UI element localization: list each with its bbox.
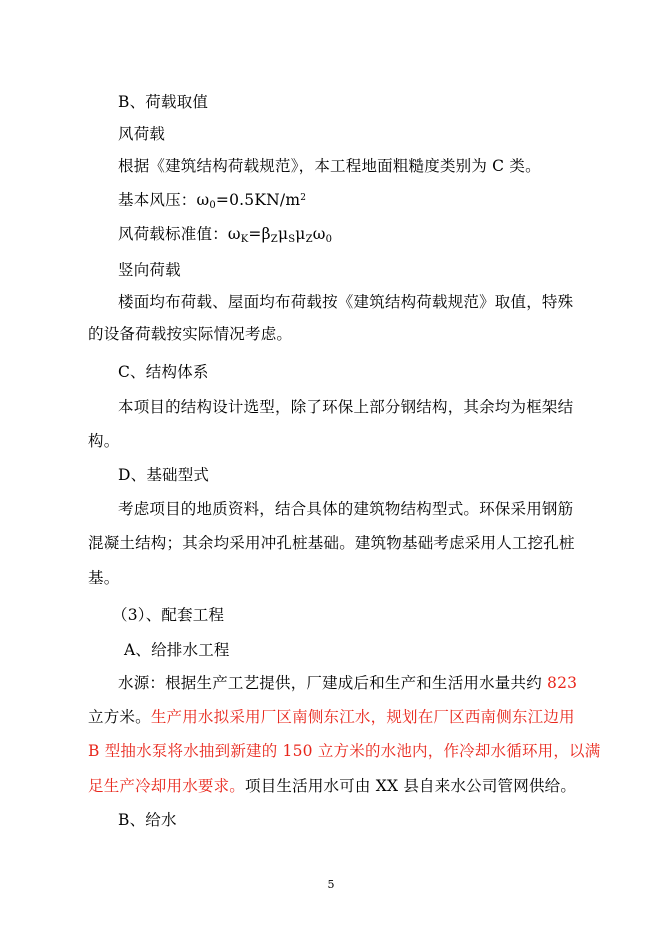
heading-vertical-load: 竖向荷载 (118, 261, 181, 279)
paragraph-water-source (118, 672, 582, 694)
wind-load-standard-formula (118, 223, 582, 251)
paragraph-floor-load: 楼面均布荷载、屋面均布荷载按《建筑结构荷载规范》取值，特殊 (118, 293, 574, 311)
mu-s-subscript: S (288, 234, 296, 245)
wind-pressure-label: 基本风压： (118, 191, 197, 209)
paragraph-foundation: 考虑项目的地质资料，结合具体的建筑物结构型式。环保采用钢筋 (118, 500, 574, 518)
paragraph-roughness: 根据《建筑结构荷载规范》，本工程地面粗糙度类别为 C 类。 (118, 157, 541, 175)
beta-subscript: Z (270, 234, 278, 245)
omega-0-subscript: 0 (325, 234, 333, 245)
paragraph-water-source-cont (88, 706, 582, 728)
paragraph-foundation-cont: 混凝土结构；其余均采用冲孔桩基础。建筑物基础考虑采用人工挖孔桩 (88, 534, 575, 552)
highlighted-cooling-text: 足生产冷却用水要求。 (88, 777, 246, 795)
heading-foundation-type: D、基础型式 (118, 466, 210, 484)
omega-k-symbol: ω (227, 225, 241, 243)
wind-pressure-value: =0.5KN/m (215, 191, 301, 209)
paragraph-floor-load-cont: 的设备荷载按实际情况考虑。 (88, 325, 293, 343)
mu-s-symbol: μ (277, 225, 289, 243)
heading-wind-load: 风荷载 (118, 125, 166, 143)
paragraph-foundation-end: 基。 (88, 569, 120, 587)
mu-z-symbol: μ (295, 225, 306, 243)
omega-k-subscript: K (240, 234, 249, 245)
mu-z-subscript: Z (305, 234, 313, 245)
heading-water-supply-drainage: A、给排水工程 (124, 641, 230, 659)
page-number: 5 (327, 878, 335, 891)
highlighted-pump-plan: B 型抽水泵将水抽到新建的 150 立方米的水池内，作冷却水循环用，以满 (88, 742, 601, 760)
water-volume-value: 823 (547, 674, 578, 692)
paragraph-structure: 本项目的结构设计选型，除了环保上部分钢结构，其余均为框架结 (118, 398, 574, 416)
basic-wind-pressure (118, 187, 582, 217)
water-unit-text: 立方米。 (88, 708, 151, 726)
omega-subscript: 0 (209, 200, 216, 211)
paragraph-structure-cont: 构。 (88, 432, 120, 450)
heading-structure-system: C、结构体系 (118, 363, 209, 381)
unit-superscript: 2 (300, 193, 307, 203)
wind-standard-label: 风荷载标准值： (118, 225, 228, 243)
highlighted-water-plan: 生产用水拟采用厂区南侧东江水，规划在厂区西南侧东江边用 (150, 708, 575, 726)
heading-supporting-works: （3）、配套工程 (112, 606, 225, 624)
water-source-text: 水源：根据生产工艺提供，厂建成后和生产和生活用水量共约 (118, 674, 548, 692)
beta-symbol: β (261, 225, 271, 243)
equals-sign: = (248, 225, 262, 243)
omega-0-symbol: ω (312, 225, 326, 243)
heading-water-supply: B、给水 (118, 811, 177, 829)
omega-symbol: ω (196, 191, 210, 209)
paragraph-cooling-requirement (88, 775, 582, 797)
heading-load-values: B、荷载取值 (118, 93, 209, 111)
domestic-water-text: 项目生活用水可由 XX 县自来水公司管网供给。 (245, 777, 577, 795)
